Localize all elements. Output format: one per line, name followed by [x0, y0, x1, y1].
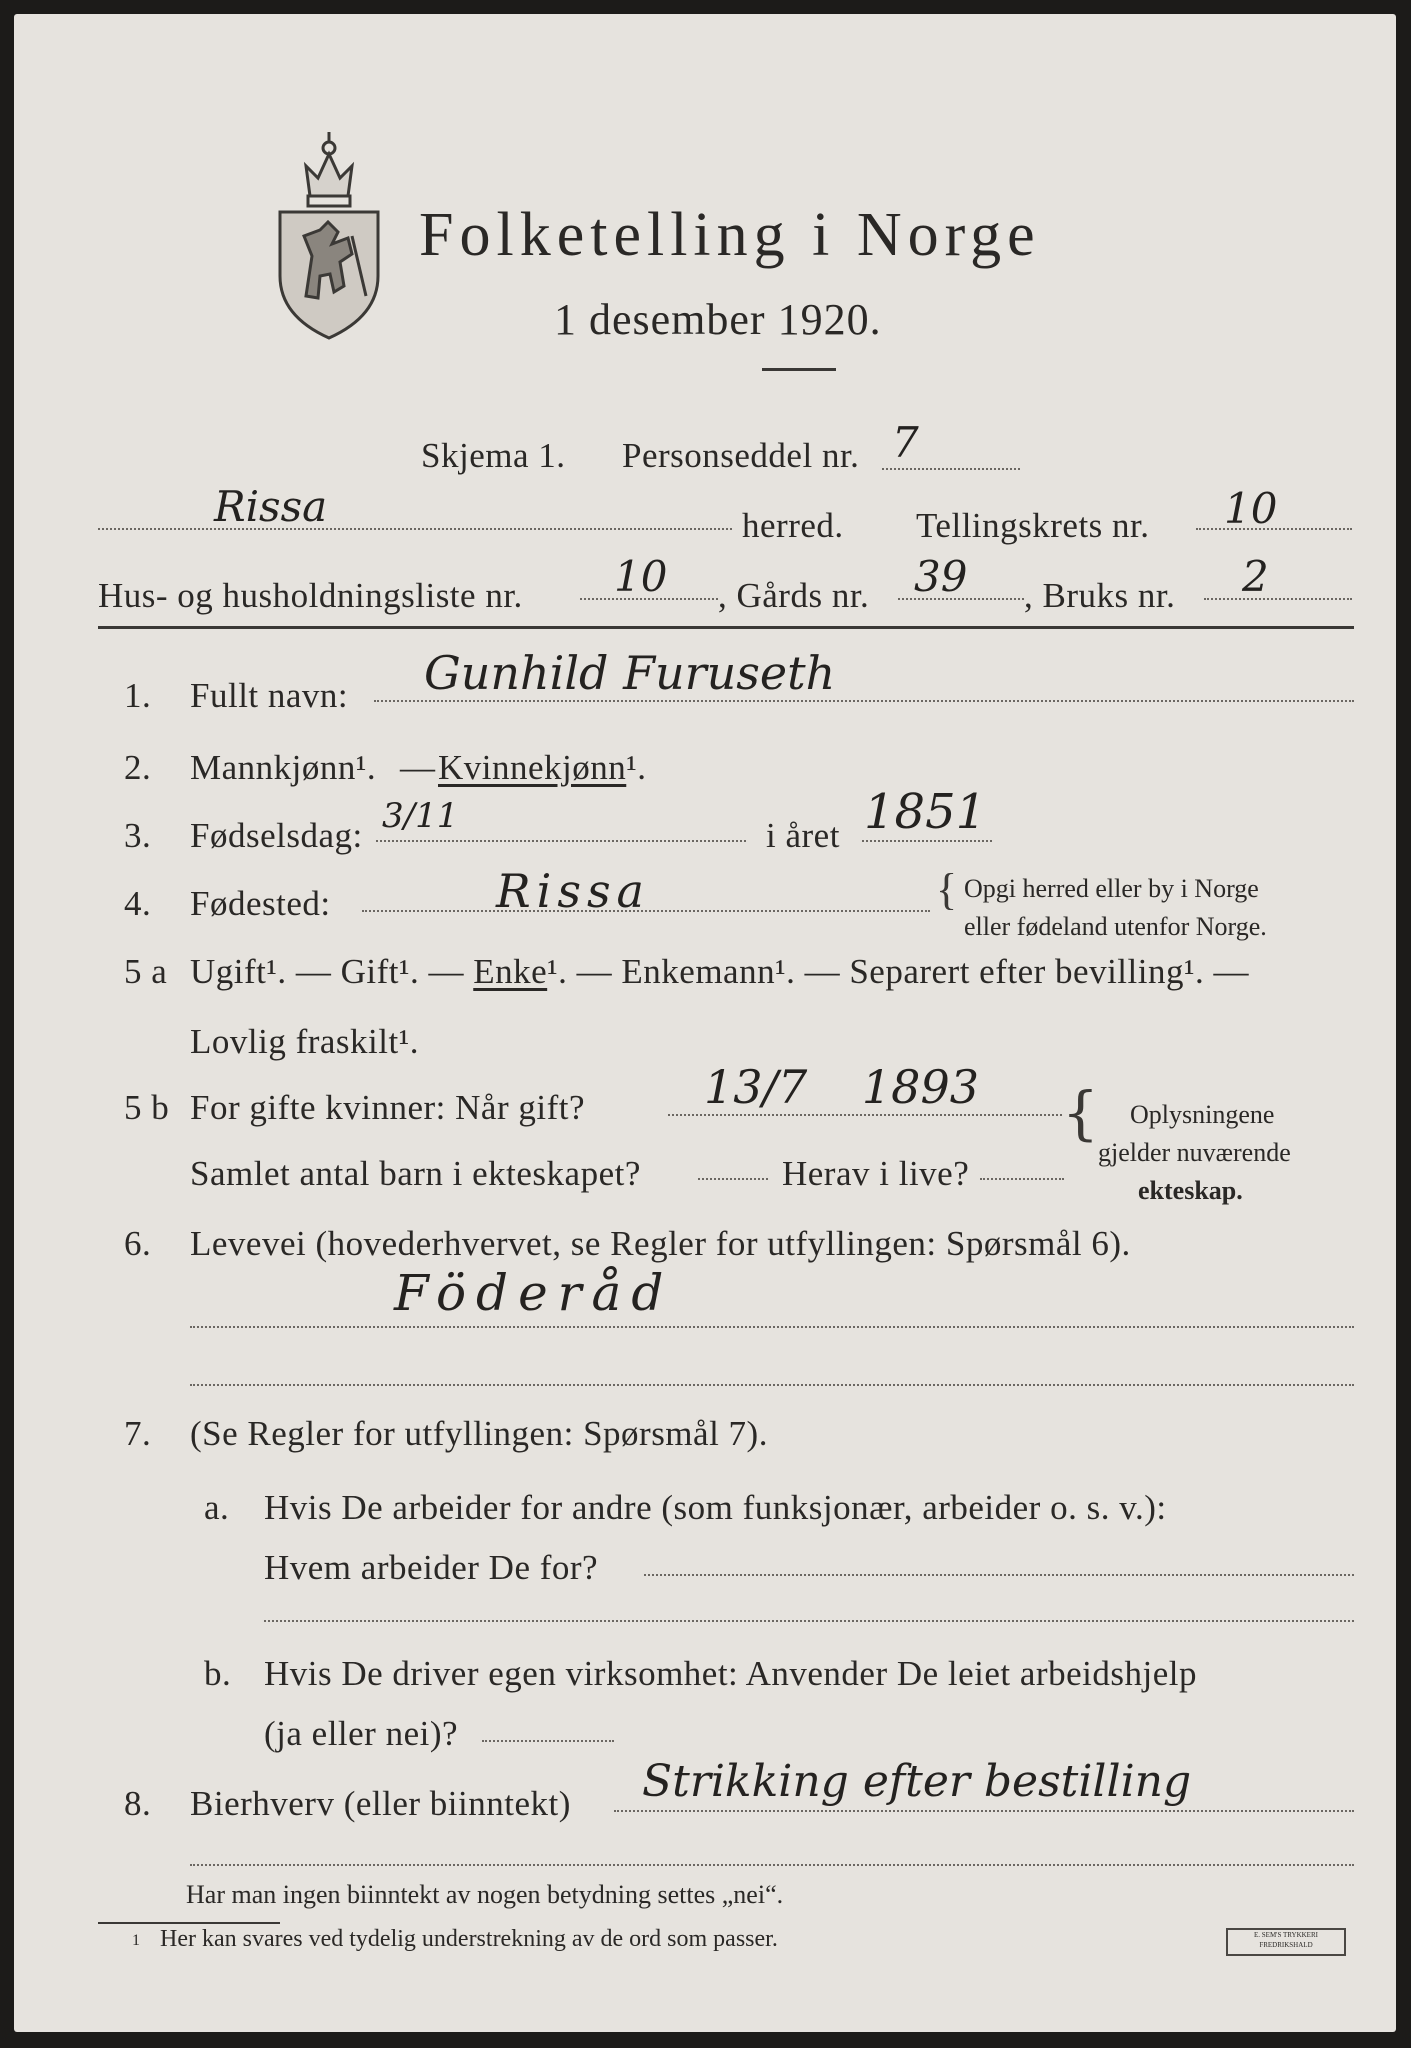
- q5b-note3: ekteskap.: [1138, 1176, 1243, 1205]
- q2-number: 2.: [124, 748, 152, 787]
- q6-number: 6.: [124, 1224, 152, 1263]
- q5a-ugift: Ugift¹. — Gift¹. —: [190, 952, 464, 991]
- q1-line: [374, 700, 1354, 702]
- q5a-line1-wrap: [190, 952, 1249, 992]
- q8-value: Strikking efter bestilling: [642, 1756, 1192, 1807]
- husholdning-value: 10: [614, 552, 668, 601]
- q5a-rest: ¹. — Enkemann¹. — Separert efter bevilling¹. —: [547, 952, 1249, 991]
- coat-of-arms-icon: [270, 126, 388, 346]
- q1-number: 1.: [124, 676, 152, 715]
- skjema-label: Skjema 1.: [421, 436, 566, 475]
- q7-label: (Se Regler for utfyllingen: Spørsmål 7).: [190, 1414, 768, 1453]
- footnote-text: Her kan svares ved tydelig understrekning av de ord som passer.: [160, 1926, 778, 1952]
- q7a-extra-line: [264, 1620, 1354, 1622]
- q5b-barn-line: [698, 1178, 768, 1180]
- q4-brace: {: [936, 865, 958, 914]
- q3-value: 3/11: [382, 796, 459, 836]
- title-divider: [762, 368, 836, 371]
- personseddel-line: [882, 468, 1020, 470]
- q6-label: Levevei (hovederhvervet, se Regler for utfyllingen: Spørsmål 6).: [190, 1224, 1131, 1263]
- q5b-live-label: Herav i live?: [782, 1154, 970, 1193]
- herred-value: Rissa: [214, 482, 328, 531]
- q5b-value: 13/7 1893: [704, 1060, 979, 1114]
- q6-value: Föderåd: [394, 1264, 674, 1322]
- gards-value: 39: [914, 552, 968, 601]
- q5b-note1: Oplysningene: [1130, 1100, 1275, 1129]
- q2-kvinne-sup: ¹.: [626, 748, 647, 787]
- q8-number: 8.: [124, 1784, 152, 1823]
- q4-value: Rissa: [496, 864, 650, 918]
- q7a-line2: Hvem arbeider De for?: [264, 1548, 599, 1587]
- q3-label: Fødselsdag:: [190, 816, 363, 855]
- q5b-note2: gjelder nuværende: [1098, 1138, 1291, 1167]
- q1-label: Fullt navn:: [190, 676, 349, 715]
- q7a-number: a.: [204, 1488, 230, 1527]
- q3-aaret-label: i året: [766, 816, 840, 855]
- q4-number: 4.: [124, 884, 152, 923]
- q7a-line1: Hvis De arbeider for andre (som funksjonær, arbeider o. s. v.):: [264, 1488, 1167, 1527]
- tellingskrets-value: 10: [1224, 484, 1278, 533]
- q7-number: 7.: [124, 1414, 152, 1453]
- census-form-paper: [14, 14, 1396, 2032]
- q7b-answer-line: [482, 1740, 614, 1742]
- footnote-mark: 1: [132, 1932, 140, 1949]
- footnote-divider: [98, 1922, 280, 1924]
- q8-line: [614, 1810, 1354, 1812]
- q5b-brace: {: [1062, 1079, 1099, 1147]
- form-title: Folketelling i Norge: [419, 201, 1041, 269]
- header-divider: [98, 626, 1354, 629]
- herred-line: [98, 528, 732, 530]
- q5b-label: For gifte kvinner: Når gift?: [190, 1088, 586, 1127]
- q2-kvinne-wrap: [438, 748, 647, 788]
- q7a-answer-line: [644, 1574, 1354, 1576]
- q8-extra-line: [190, 1864, 1354, 1866]
- q7b-line2: (ja eller nei)?: [264, 1714, 459, 1753]
- q5a-number: 5 a: [124, 952, 168, 991]
- q2-mann: Mannkjønn¹.: [190, 748, 377, 787]
- gards-label: , Gårds nr.: [718, 576, 870, 615]
- census-date: 1 desember 1920.: [554, 295, 882, 344]
- q6-line1: [190, 1326, 1354, 1328]
- q1-value: Gunhild Furuseth: [424, 646, 836, 700]
- q3-aaret-value: 1851: [864, 784, 987, 840]
- q3-line: [376, 840, 746, 842]
- q5b-line: [668, 1114, 1062, 1116]
- q8-label: Bierhverv (eller biinntekt): [190, 1784, 571, 1823]
- q7b-line1: Hvis De driver egen virksomhet: Anvender De leiet arbeidshjelp: [264, 1654, 1197, 1693]
- q7b-number: b.: [204, 1654, 232, 1693]
- q4-note1: Opgi herred eller by i Norge: [964, 874, 1259, 903]
- q4-note2: eller fødeland utenfor Norge.: [964, 912, 1267, 941]
- q5a-enke: Enke: [473, 952, 548, 991]
- bruks-label: , Bruks nr.: [1024, 576, 1176, 615]
- q5b-barn-label: Samlet antal barn i ekteskapet?: [190, 1154, 641, 1193]
- herred-label: herred.: [742, 506, 844, 545]
- q2-sep: —: [400, 748, 436, 787]
- personseddel-label: Personseddel nr.: [622, 436, 860, 475]
- personseddel-value: 7: [892, 418, 919, 467]
- q5b-number: 5 b: [124, 1088, 170, 1127]
- q5b-live-line: [980, 1178, 1064, 1180]
- q5a-line2: Lovlig fraskilt¹.: [190, 1022, 419, 1061]
- q2-kvinne: Kvinnekjønn: [438, 748, 627, 787]
- printer-mark: E. SEM'S TRYKKERI FREDRIKSHALD: [1226, 1928, 1346, 1956]
- q4-label: Fødested:: [190, 884, 331, 923]
- q3-number: 3.: [124, 816, 152, 855]
- q6-line2: [190, 1384, 1354, 1386]
- bruks-line: [1204, 598, 1352, 600]
- bruks-value: 2: [1242, 552, 1269, 601]
- q3-aaret-line: [862, 840, 992, 842]
- husholdning-label: Hus- og husholdningsliste nr.: [98, 576, 523, 615]
- tellingskrets-label: Tellingskrets nr.: [916, 506, 1150, 545]
- footer-note: Har man ingen biinntekt av nogen betydning settes „nei“.: [186, 1880, 784, 1909]
